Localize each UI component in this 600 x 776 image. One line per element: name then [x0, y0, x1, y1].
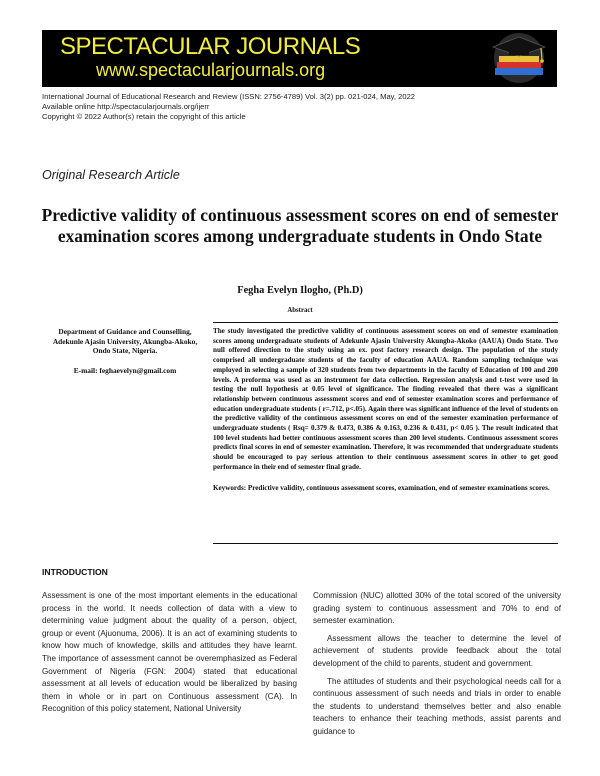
keywords: Keywords: Predictive validity, continuous assessment scores, examination, end of semester examinations scores.: [213, 483, 550, 492]
body-paragraph: Commission (NUC) allotted 30% of the total scored of the university grading system to continuous assessment and 70% to end of semester examination.: [313, 591, 561, 626]
paper-title: Predictive validity of continuous assessment scores on end of semester examination scores among undergraduate students in Ondo State: [41, 205, 559, 246]
author-name: Fegha Evelyn Ilogho, (Ph.D): [237, 285, 363, 296]
abstract-text: The study investigated the predictive validity of continuous assessment scores on end of semester examination scores among undergraduate students of Adekunle Ajasin University Akungba-Akoko (AAUA) Ondo State. Two null offered direction to the study using an ex. post factory research design. The population of the study comprised all undergraduate students of the faculty of education AAUA. Random sampling technique was employed in selecting a sample of 320 students from two departments in the faculty of Education of 100 and 200 levels. A proforma was used as an instrument for data collection. Regression analysis and t-test were used in testing the null hypothesis at 0.05 level of significance. The finding revealed that there was a significant relationship between continuous assessment scores and end of semester examination scores and performance of education undergraduate students ( r=.712, p<.05). Again there was significant influence of the level of students on the predictive validity of the continuous assessment scores on end of the semester examination performance of undergraduate students ( Rsq= 0.379 & 0.473, 0.386 & 0.163, 0.236 & 0.431, p< 0.05 ). The result indicated that 100 level students had better continuous assessment scores than 200 level students. Continuous assessment scores predicts final scores in end of semester examination. Therefore, it was recommended that undergraduate students should be encouraged to pay serious attention to their continuous assessment scores in other to get good performance in their end of semester final grade.: [213, 327, 558, 471]
journal-citation: International Journal of Educational Research and Review (ISSN: 2756-4789) Vol. 3(2) pp. 021-024, May, 2022: [42, 92, 416, 101]
introduction-heading: INTRODUCTION: [42, 567, 108, 577]
author-affiliation: [50, 327, 200, 375]
body-paragraph: Assessment allows the teacher to determine the level of achievement of students provide feedback about the total development of the child to parents, student and government.: [313, 633, 561, 668]
journal-banner: [42, 30, 557, 87]
body-column-left: [42, 590, 297, 716]
body-paragraph: Assessment is one of the most important elements in the educational process in the world. It needs collection of data with a view to determining value judgment about the quality of a person, object, group or event (Ajuonuma, 2006). It is an act of examining students to know how much of knowledge, skills and attitudes they have learnt. The importance of assessment cannot be overemphasized as Federal Government of Nigeria (FGN: 2004) stated that educational assessment at all levels of education would be liberalized by basing them in whole or in part on Continuous assessment (CA). In Recognition of this policy statement, National University: [42, 591, 297, 714]
article-type: Original Research Article: [42, 168, 180, 182]
copyright-line: Copyright © 2022 Author(s) retain the copyright of this article: [42, 112, 246, 121]
abstract-heading: Abstract: [287, 307, 313, 314]
abstract-box: [213, 322, 558, 544]
body-column-right: [313, 590, 561, 739]
body-paragraph: The attitudes of students and their psychological needs call for a continuous assessment of such needs and trials in order to enable the students to understand themselves better and also enable teachers to enhance their teaching methods, assist parents and guidance to: [313, 676, 561, 736]
email-text: E-mail: feghaevelyn@gmail.com: [73, 365, 177, 375]
banner-title: SPECTACULAR JOURNALS: [60, 33, 361, 60]
graduation-cap-books-icon: [485, 32, 553, 85]
banner-url: www.spectacularjournals.org: [96, 60, 326, 80]
department-text: Department of Guidance and Counselling, Adekunle Ajasin University, Akungba-Akoko, Ondo State, Nigeria.: [52, 327, 198, 355]
journal-meta: [42, 92, 415, 122]
availability-line: Available online http://spectacularjournals.org/ijerr: [42, 102, 210, 111]
